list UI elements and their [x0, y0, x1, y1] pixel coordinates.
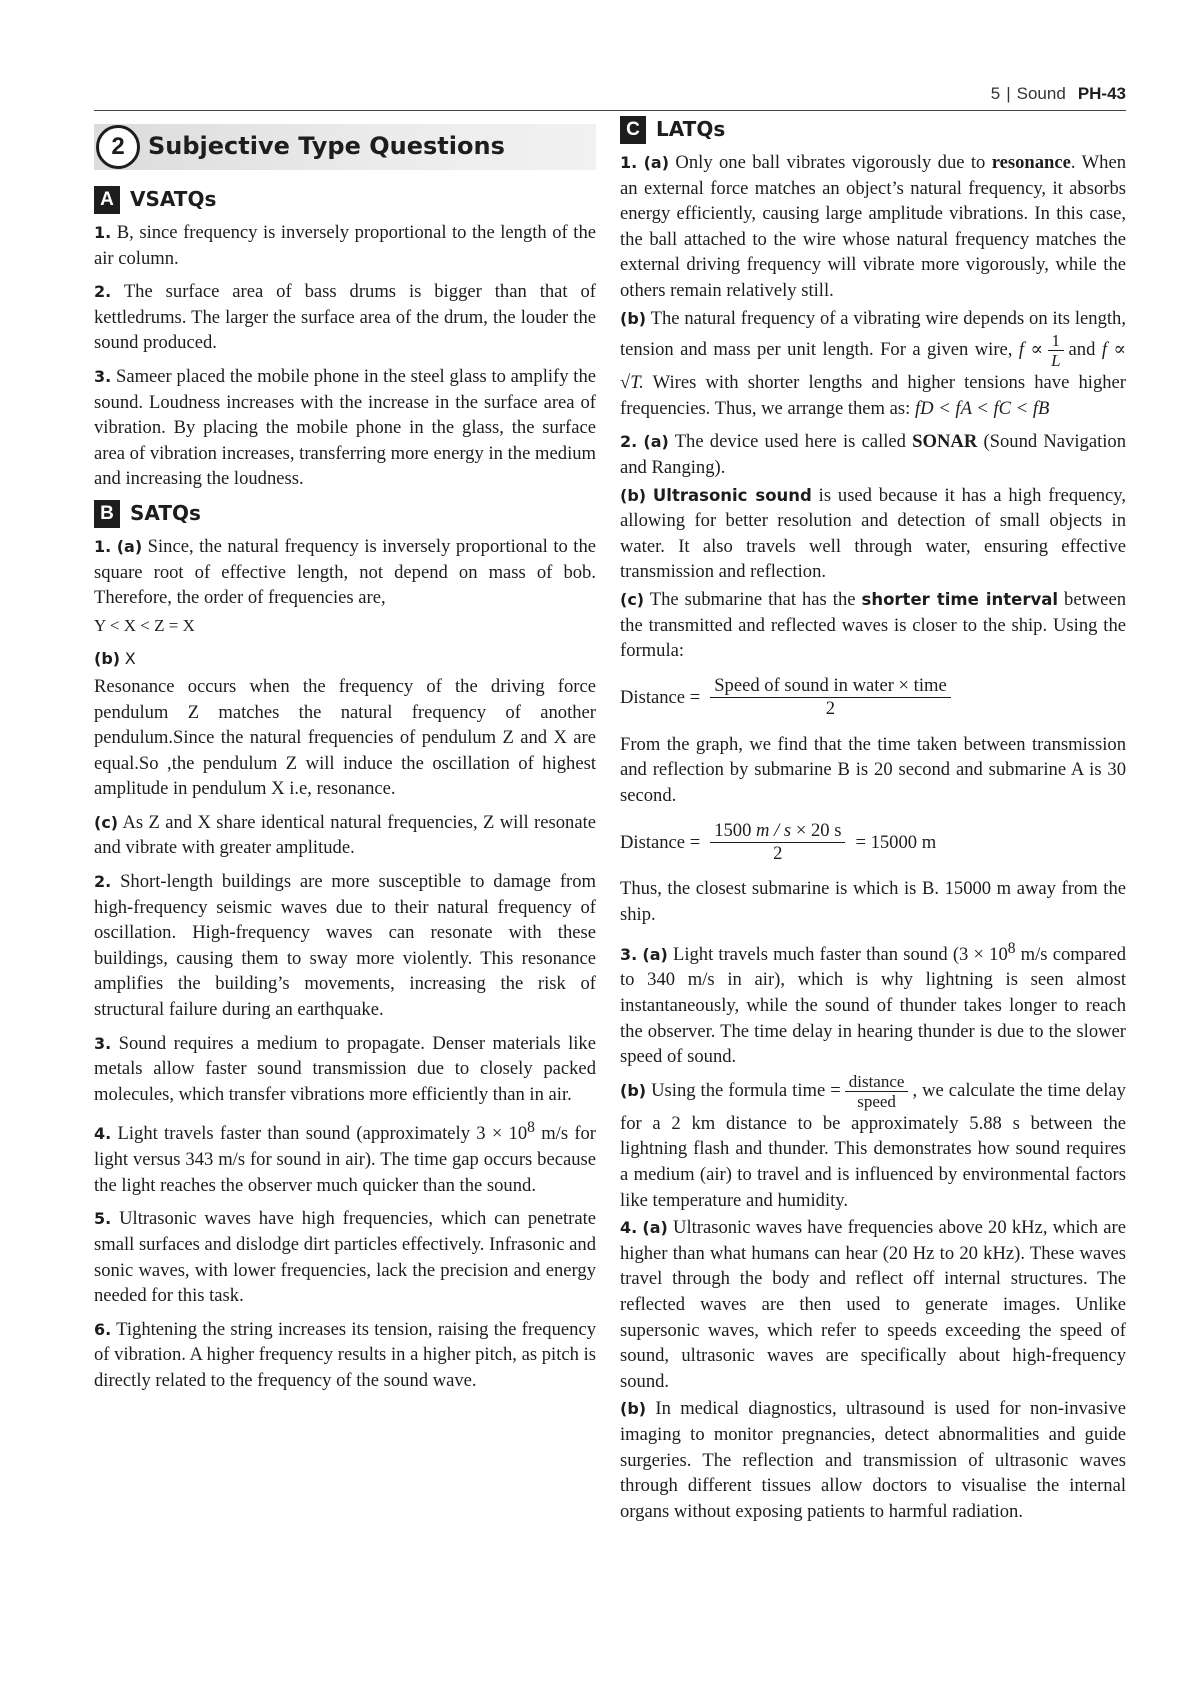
latq-answer-3b: (b) Using the formula time = $\frac{\text{distance}}{\text{speed}}$ , we calculate the time delay for a 2 km distance to be approximately 5.88 s between the lightning flash and thunder. This demonstrates how sound requires a medium (air) to travel and is influenced by environmental factors like temperature and humidity.	[620, 1071, 1126, 1211]
right-column	[620, 117, 1127, 1532]
banner-number-badge: 2	[96, 125, 140, 169]
time-fraction: $\frac{\text{distance}}{\text{speed}}$	[845, 1072, 909, 1111]
satq-answer-1a: 1. (a) Since, the natural frequency is inversely proportional to the square root of effective length, not depend on mass of bob. Therefore, the order of frequencies are,	[94, 535, 596, 609]
banner-title: Subjective Type Questions	[148, 132, 505, 161]
distance-calculation: Distance = $\frac{1500 m / s \times 20 s}{2}$ = 15000 m	[620, 819, 937, 864]
latq-answer-2b: (b) Ultrasonic sound is used because it has a high frequency, allowing for better resolution and detection of small objects in water. It also travels well through water, ensuring effective transmission and reflection.	[620, 484, 1126, 583]
vsatq-answer-2: 2. The surface area of bass drums is bigger than that of kettledrums. The larger the surface area of the drum, the louder the sound produced.	[94, 281, 596, 354]
section-title-b: SATQs	[130, 501, 201, 526]
section-letter-a: A	[94, 186, 120, 214]
section-title-c: LATQs	[656, 117, 726, 142]
page-code: PH-43	[1077, 84, 1126, 103]
section-heading-b	[94, 500, 596, 528]
satq-answer-3: 3. Sound requires a medium to propagate. Denser materials like metals allow faster sound transmission due to closely packed molecules, which transfer vibrations more efficiently than in air.	[94, 1032, 596, 1105]
section-banner	[94, 124, 596, 170]
satq-answer-1c: (c) As Z and X share identical natural frequencies, Z will resonate and vibrate with greater amplitude.	[94, 811, 596, 859]
running-header	[94, 84, 1126, 111]
frequency-order: Y < X < Z = X	[94, 615, 195, 635]
chapter-name: Sound	[1016, 84, 1066, 103]
latq-answer-1b: (b) The natural frequency of a vibrating wire depends on its length, tension and mass per unit length. For a given wire, f ∝ $\frac{1}{L}$ and f ∝ √T. Wires with shorter lengths and higher tensions have higher frequencies. Thus, we arrange them as: fD < fA < fC < fB	[620, 307, 1127, 419]
section-title-a: VSATQs	[130, 187, 217, 212]
header-divider: |	[1006, 84, 1011, 103]
section-heading-c	[620, 116, 1126, 144]
latq-answer-4a: 4. (a) Ultrasonic waves have frequencies above 20 kHz, which are higher than what humans can hear (20 Hz to 20 kHz). These waves travel through the body and reflect off internal structures. The reflected waves are then used to generate images. Unlike supersonic waves, which refer to speeds exceeding the speed of sound, ultrasonic waves are specifically about high-frequency sound.	[620, 1217, 1126, 1392]
satq-answer-6: 6. Tightening the string increases its tension, raising the frequency of vibration. A higher frequency results in a higher pitch, as pitch is directly related to the frequency of the sound wave.	[94, 1318, 596, 1391]
distance-formula: Distance = $\frac{\text{Speed of sound in water × time}}{2}$	[620, 670, 1126, 726]
section-letter-c: C	[620, 116, 646, 144]
latq-answer-2a: 2. (a) The device used here is called SONAR (Sound Navigation and Ranging).	[620, 431, 1126, 478]
vsatq-answer-1: 1. B, since frequency is inversely proportional to the length of the air column.	[94, 222, 597, 269]
left-column	[94, 124, 596, 1402]
vsatq-answer-3: 3. Sameer placed the mobile phone in the steel glass to amplify the sound. Loudness increases with the increase in the surface area of vibration. By placing the mobile phone in the glass, the surface area of vibration increases, transferring more energy in the medium and increasing the loudness.	[94, 365, 596, 490]
inverse-length-fraction: $\frac{1}{L}$	[1047, 331, 1064, 370]
latq-answer-1a: 1. (a) Only one ball vibrates vigorously due to resonance. When an external force matches an object’s natural frequency, it absorbs energy efficiently, causing large amplitude vibrations. In this case, the ball attached to the wire whose natural frequency matches the external driving frequency will vibrate more vigorously, while the others remain relatively still.	[620, 152, 1126, 301]
latq-answer-3a: 3. (a) Light travels much faster than sound ($3 \times 10^8$ m/s compared to 340 m/s in air), which is why lightning is seen almost instantaneously, while the sound of thunder takes longer to reach the observer. The time delay in hearing thunder is due to the slower speed of sound.	[620, 939, 1126, 1068]
page-number: 5	[990, 84, 1001, 103]
wire-frequency-order: fD < fA < fC < fB	[914, 397, 1050, 419]
satq-answer-5: 5. Ultrasonic waves have high frequencies, which can penetrate small surfaces and dislodge dirt particles effectively. Infrasonic and sonic waves, with lower frequencies, lack the precision and energy needed for this task.	[94, 1208, 596, 1307]
latq-answer-4b: (b) In medical diagnostics, ultrasound is used for non-invasive imaging to monitor pregnancies, detect abnormalities and guide surgeries. The reflection and transmission of ultrasonic waves through different tissues allow doctors to visualise the internal organs without exposing patients to harmful radiation.	[620, 1398, 1126, 1522]
satq-answer-2: 2. Short-length buildings are more susceptible to damage from high-frequency seismic waves due to their natural frequency of oscillation. High-frequency waves can resonate with these buildings, causing them to sway more violently. This resonance amplifies the building’s movements, increasing the risk of structural failure during an earthquake.	[94, 871, 596, 1021]
graph-reading: From the graph, we find that the time taken between transmission and reflection by submarine B is 20 second and submarine A is 30 second.	[620, 733, 1126, 806]
section-letter-b: B	[94, 500, 120, 528]
satq-answer-1b-label: (b) X	[94, 649, 136, 669]
satq-answer-1b: Resonance occurs when the frequency of the driving force pendulum Z matches the natural frequency of another pendulum.Since the natural frequencies of pendulum Z and X are equal.So ,the pendulum Z will induce the oscillation of highest amplitude in pendulum X i.e, resonance.	[94, 675, 596, 800]
satq-answer-4: 4. Light travels faster than sound (approximately $3 \times 10^8$ m/s for light versus 343 m/s for sound in air). The time gap occurs because the light reaches the observer much quicker than the sound.	[94, 1119, 596, 1196]
latq-answer-2c: (c) The submarine that has the shorter time interval between the transmitted and reflected waves is closer to the ship. Using the formula:	[620, 588, 1126, 662]
section-heading-a	[94, 186, 596, 214]
closest-submarine: Thus, the closest submarine is which is B. 15000 m away from the ship.	[620, 878, 1126, 926]
